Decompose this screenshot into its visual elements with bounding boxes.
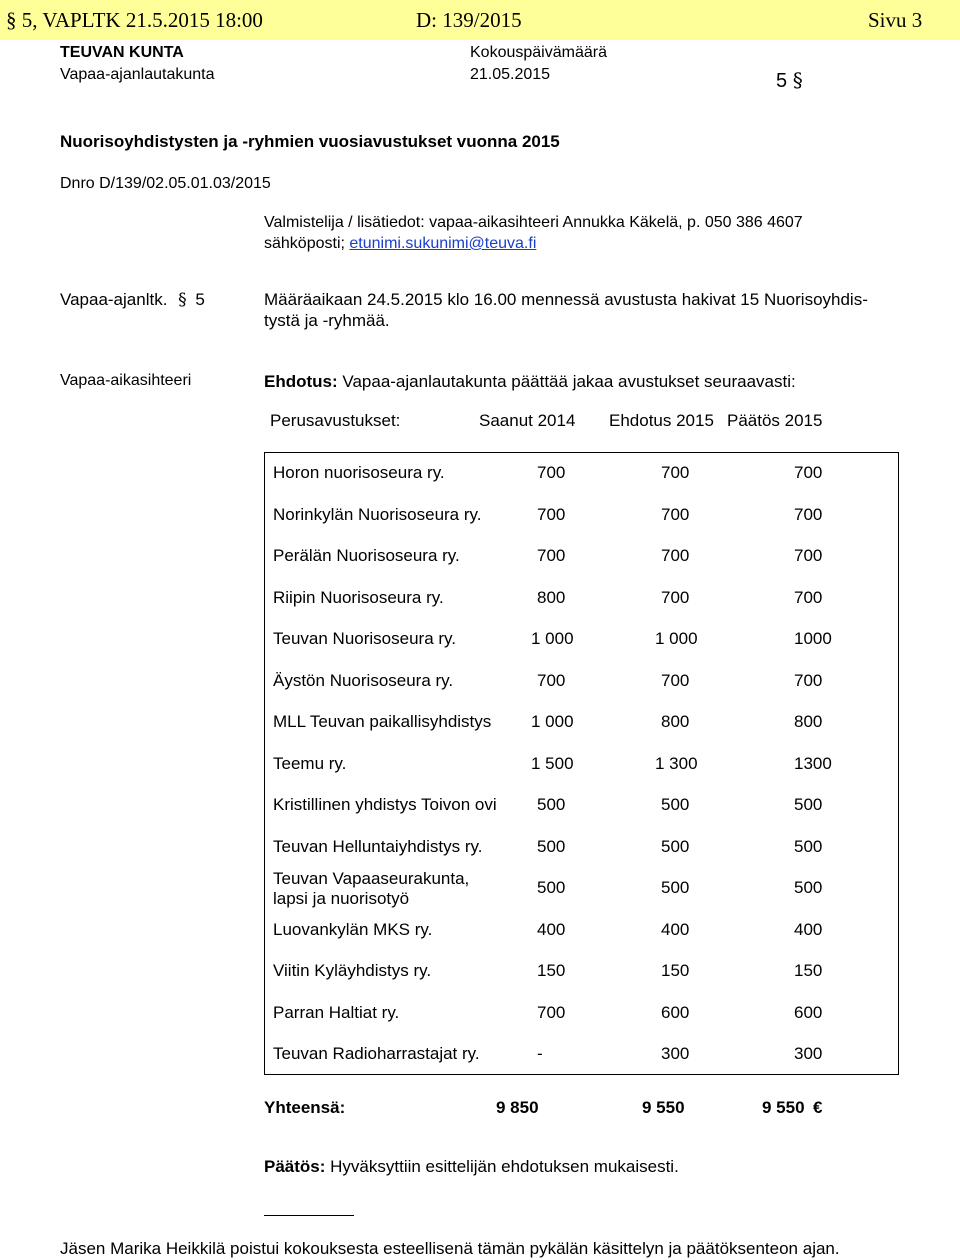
ehdotus-cell: 700 [661, 463, 690, 482]
org-cell-line2: lapsi ja nuorisotyö [273, 889, 410, 908]
paatos-cell: 400 [794, 919, 823, 939]
org-cell: MLL Teuvan paikallisyhdistys [273, 712, 492, 731]
email-link[interactable]: etunimi.sukunimi@teuva.fi [349, 235, 537, 252]
total-label: Yhteensä: [264, 1098, 346, 1117]
header-paatos-2015: Päätös 2015 [727, 411, 823, 430]
table-row [265, 453, 898, 494]
board-short: Vapaa-ajanltk. [60, 290, 168, 309]
paatos-cell: 700 [794, 546, 823, 565]
body-section-symbol: § [178, 290, 187, 310]
page-title: Nuorisoyhdistysten ja -ryhmien vuosiavustukset vuonna 2015 [60, 132, 560, 151]
applications-text-line1: Määräaikaan 24.5.2015 klo 16.00 mennessä avustusta hakivat 15 Nuorisoyhdis- [264, 290, 868, 309]
org-cell: Viitin Kyläyhdistys ry. [273, 961, 432, 980]
decision-text: Hyväksyttiin esittelijän ehdotuksen mukaisesti. [325, 1157, 679, 1176]
section-number: 5 [776, 70, 788, 92]
table-row [265, 1034, 898, 1075]
applications-text-line2: tystä ja -ryhmää. [264, 311, 390, 330]
org-cell: Teuvan Helluntaiyhdistys ry. [273, 836, 483, 856]
paatos-cell: 1000 [794, 629, 832, 648]
paatos-cell: 700 [794, 504, 823, 524]
table-row [265, 951, 898, 992]
section-number-header [776, 68, 803, 93]
saanut-cell: 400 [537, 919, 566, 939]
org-cell: Teuvan Radioharrastajat ry. [273, 1044, 480, 1063]
paatos-cell: 500 [794, 795, 823, 814]
ehdotus-cell: 700 [661, 504, 690, 524]
org-cell: Perälän Nuorisoseura ry. [273, 546, 460, 565]
ehdotus-cell: 400 [661, 919, 690, 939]
org-cell: Riipin Nuorisoseura ry. [273, 587, 444, 607]
total-saanut: 9 850 [496, 1098, 539, 1117]
ehdotus-cell: 1 300 [655, 753, 698, 773]
document-banner [0, 0, 960, 40]
table-row [265, 993, 898, 1034]
saanut-cell: 700 [537, 670, 566, 690]
footnote: Jäsen Marika Heikkilä poistui kokouksesta esteellisenä tämän pykälän käsittelyn ja päätöksenteon ajan. [60, 1239, 840, 1258]
saanut-cell: 1 000 [531, 712, 574, 731]
ehdotus-cell: 150 [661, 961, 690, 980]
saanut-cell: 700 [537, 504, 566, 524]
ehdotus-cell: 500 [661, 836, 690, 856]
table-row [265, 827, 898, 868]
total-row [264, 1098, 864, 1120]
email-label: sähköposti; [264, 235, 350, 252]
date-label: Kokouspäivämäärä [470, 44, 607, 61]
table-row [265, 536, 898, 577]
section-symbol: § [792, 68, 803, 92]
saanut-cell: 700 [537, 546, 566, 565]
header-saanut-2014: Saanut 2014 [479, 411, 576, 430]
paatos-cell: 600 [794, 1002, 823, 1022]
saanut-cell: 150 [537, 961, 566, 980]
preparer-email-line [264, 235, 536, 253]
proposal-line [264, 372, 796, 392]
saanut-cell: 500 [537, 836, 566, 856]
paatos-cell: 500 [794, 836, 823, 856]
ehdotus-cell: 500 [661, 795, 690, 814]
ehdotus-cell: 600 [661, 1002, 690, 1022]
org-cell: Äystön Nuorisoseura ry. [273, 670, 454, 690]
org-cell: Horon nuorisoseura ry. [273, 463, 445, 482]
ehdotus-cell: 700 [661, 670, 690, 690]
table-row [265, 619, 898, 660]
banner-middle: D: 139/2015 [416, 8, 522, 32]
org-cell: Kristillinen yhdistys Toivon ovi [273, 795, 497, 814]
paatos-cell: 150 [794, 961, 823, 980]
paatos-cell: 700 [794, 587, 823, 607]
table-row [265, 785, 898, 826]
banner-left: § 5, VAPLTK 21.5.2015 18:00 [6, 8, 263, 32]
footnote-separator [264, 1215, 354, 1216]
proposal-text: Vapaa-ajanlautakunta päättää jakaa avustukset seuraavasti: [337, 372, 796, 391]
org-cell: Teemu ry. [273, 753, 347, 773]
paatos-cell: 700 [794, 670, 823, 690]
saanut-cell: 700 [537, 463, 566, 482]
org-cell: Teuvan Vapaaseurakunta, [273, 869, 470, 888]
saanut-cell: 1 500 [531, 753, 574, 773]
proposal-role: Vapaa-aikasihteeri [60, 372, 192, 389]
table-row [265, 744, 898, 785]
table-row [265, 702, 898, 743]
saanut-cell: 500 [537, 878, 566, 897]
org-cell: Norinkylän Nuorisoseura ry. [273, 504, 482, 524]
ehdotus-cell: 800 [661, 712, 690, 731]
saanut-cell: 800 [537, 587, 566, 607]
table-row [265, 661, 898, 702]
table-header [270, 411, 856, 433]
org-cell: Luovankylän MKS ry. [273, 919, 433, 939]
total-ehdotus: 9 550 [642, 1098, 685, 1117]
paatos-cell: 500 [794, 878, 823, 897]
banner-right: Sivu 3 [868, 8, 923, 32]
org-cell: Teuvan Nuorisoseura ry. [273, 629, 456, 648]
body-section-label [60, 290, 205, 310]
saanut-cell: 500 [537, 795, 566, 814]
ehdotus-cell: 300 [661, 1044, 690, 1063]
org-cell: Parran Haltiat ry. [273, 1002, 400, 1022]
header-perusavustukset: Perusavustukset: [270, 411, 401, 430]
euro-symbol: € [813, 1098, 823, 1117]
grant-table [264, 452, 899, 1075]
body-section-number: 5 [195, 290, 205, 309]
header-ehdotus-2015: Ehdotus 2015 [609, 411, 714, 430]
board-name: Vapaa-ajanlautakunta [60, 66, 215, 83]
table-row [265, 578, 898, 619]
preparer-info: Valmistelija / lisätiedot: vapaa-aikasihteeri Annukka Käkelä, p. 050 386 4607 [264, 214, 803, 231]
saanut-cell: 1 000 [531, 629, 574, 648]
dnro: Dnro D/139/02.05.01.03/2015 [60, 175, 271, 192]
paatos-cell: 1300 [794, 753, 832, 773]
ehdotus-cell: 700 [661, 587, 690, 607]
decision-line [264, 1157, 679, 1177]
paatos-cell: 300 [794, 1044, 823, 1063]
ehdotus-cell: 500 [661, 878, 690, 897]
total-paatos: 9 550 [762, 1098, 805, 1117]
ehdotus-cell: 1 000 [655, 629, 698, 648]
saanut-cell: - [537, 1044, 543, 1063]
paatos-cell: 800 [794, 712, 823, 731]
proposal-label: Ehdotus: [264, 372, 338, 391]
ehdotus-cell: 700 [661, 546, 690, 565]
saanut-cell: 700 [537, 1002, 566, 1022]
org-name: TEUVAN KUNTA [60, 44, 184, 61]
paatos-cell: 700 [794, 463, 823, 482]
table-row [265, 495, 898, 536]
table-row [265, 910, 898, 951]
meeting-date: 21.05.2015 [470, 66, 551, 83]
decision-label: Päätös: [264, 1157, 326, 1176]
table-row [265, 868, 898, 909]
